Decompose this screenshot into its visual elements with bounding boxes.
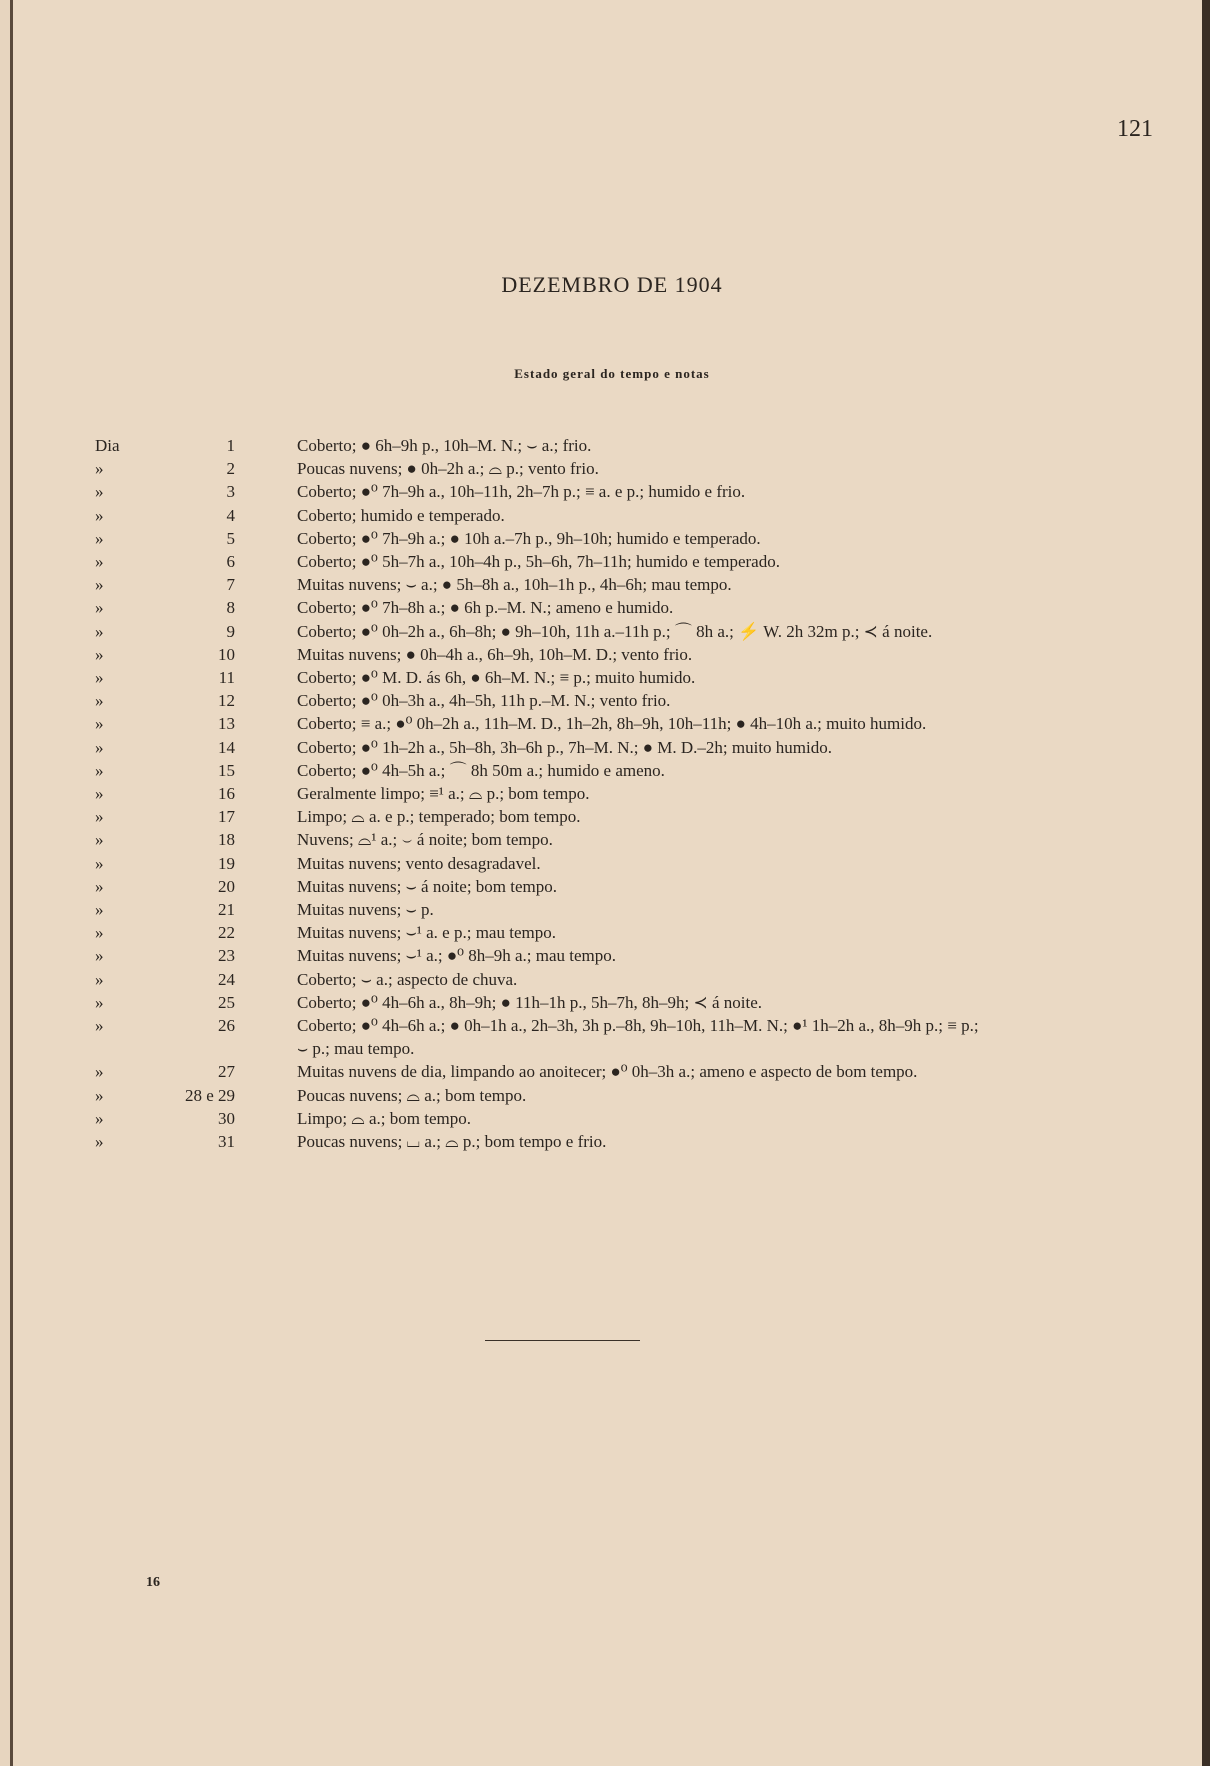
row-prefix: » bbox=[95, 644, 104, 664]
row-text: Coberto; ●⁰ 0h–2h a., 6h–8h; ● 9h–10h, 11h a.–11h p.; ⌒ 8h a.; ⚡ W. 2h 32m p.; ≺ á noite. bbox=[297, 621, 933, 641]
row-day: 10 bbox=[218, 644, 235, 664]
row-text: Coberto; ●⁰ 4h–5h a.; ⌒ 8h 50m a.; humido e ameno. bbox=[297, 760, 665, 780]
list-item bbox=[95, 527, 1055, 550]
page-subtitle: Estado geral do tempo e notas bbox=[514, 366, 710, 381]
row-text: Coberto; ●⁰ M. D. ás 6h, ● 6h–M. N.; ≡ p.; muito humido. bbox=[297, 668, 696, 688]
row-text: Coberto; ●⁰ 7h–9h a., 10h–11h, 2h–7h p.; ≡ a. e p.; humido e frio. bbox=[297, 482, 746, 502]
book-edge bbox=[1202, 0, 1210, 1766]
row-prefix: » bbox=[95, 784, 104, 804]
row-prefix: » bbox=[95, 668, 104, 688]
row-text: Coberto; ⌣ a.; aspecto de chuva. bbox=[297, 969, 518, 989]
list-item bbox=[95, 1107, 1055, 1130]
row-text: Muitas nuvens; ⌣¹ a.; ●⁰ 8h–9h a.; mau tempo. bbox=[297, 946, 617, 966]
row-day: 8 bbox=[226, 598, 235, 618]
row-day: 21 bbox=[218, 900, 235, 920]
row-text: Muitas nuvens; ⌣ a.; ● 5h–8h a., 10h–1h p., 4h–6h; mau tempo. bbox=[297, 575, 732, 595]
row-text: Coberto; ●⁰ 1h–2h a., 5h–8h, 3h–6h p., 7h–M. N.; ● M. D.–2h; muito humido. bbox=[297, 737, 832, 757]
row-text: Muitas nuvens; vento desagradavel. bbox=[297, 853, 541, 873]
list-item bbox=[95, 434, 1055, 457]
row-day: 3 bbox=[226, 482, 235, 502]
row-day: 30 bbox=[218, 1108, 235, 1128]
row-text: Poucas nuvens; ● 0h–2h a.; ⌓ p.; vento frio. bbox=[297, 459, 599, 479]
row-text: Coberto; ●⁰ 0h–3h a., 4h–5h, 11h p.–M. N.; vento frio. bbox=[297, 691, 671, 711]
list-item bbox=[95, 596, 1055, 619]
row-text: Coberto; ●⁰ 5h–7h a., 10h–4h p., 5h–6h, 7h–11h; humido e temperado. bbox=[297, 552, 780, 572]
row-prefix: » bbox=[95, 459, 104, 479]
row-day: 27 bbox=[218, 1062, 235, 1082]
row-prefix: » bbox=[95, 552, 104, 572]
row-prefix: » bbox=[95, 691, 104, 711]
row-text: Muitas nuvens; ● 0h–4h a., 6h–9h, 10h–M. D.; vento frio. bbox=[297, 644, 693, 664]
row-text: Coberto; ●⁰ 4h–6h a., 8h–9h; ● 11h–1h p., 5h–7h, 8h–9h; ≺ á noite. bbox=[297, 992, 762, 1012]
row-day: 12 bbox=[218, 691, 235, 711]
row-day: 26 bbox=[218, 1016, 235, 1036]
row-prefix: » bbox=[95, 737, 104, 757]
row-prefix: » bbox=[95, 760, 104, 780]
row-prefix: » bbox=[95, 923, 104, 943]
list-item bbox=[95, 457, 1055, 480]
row-prefix: » bbox=[95, 714, 104, 734]
list-item bbox=[95, 1084, 1055, 1107]
list-item bbox=[95, 1060, 1055, 1083]
row-prefix: » bbox=[95, 1062, 104, 1082]
row-prefix: » bbox=[95, 1016, 104, 1036]
list-item bbox=[95, 712, 1055, 735]
row-day: 22 bbox=[218, 923, 235, 943]
weather-notes-list bbox=[95, 434, 1055, 1153]
row-prefix: » bbox=[95, 1132, 104, 1152]
row-prefix: » bbox=[95, 505, 104, 525]
list-item bbox=[95, 898, 1055, 921]
row-day: 31 bbox=[218, 1132, 235, 1152]
list-item bbox=[95, 666, 1055, 689]
list-item bbox=[95, 1014, 1055, 1060]
list-item bbox=[95, 828, 1055, 851]
closing-rule bbox=[485, 1340, 640, 1341]
row-prefix: » bbox=[95, 830, 104, 850]
row-text: Coberto; ≡ a.; ●⁰ 0h–2h a., 11h–M. D., 1h–2h, 8h–9h, 10h–11h; ● 4h–10h a.; muito humido. bbox=[297, 714, 927, 734]
list-item bbox=[95, 643, 1055, 666]
list-item bbox=[95, 944, 1055, 967]
row-day: 4 bbox=[226, 505, 235, 525]
list-item bbox=[95, 875, 1055, 898]
row-day: 28 e 29 bbox=[184, 1085, 235, 1105]
list-item bbox=[95, 689, 1055, 712]
row-day: 13 bbox=[218, 714, 235, 734]
list-item bbox=[95, 480, 1055, 503]
row-text: Limpo; ⌓ a.; bom tempo. bbox=[297, 1108, 471, 1128]
row-day: 24 bbox=[218, 969, 235, 989]
row-text: Muitas nuvens de dia, limpando ao anoitecer; ●⁰ 0h–3h a.; ameno e aspecto de bom tempo. bbox=[297, 1062, 918, 1082]
list-item bbox=[95, 782, 1055, 805]
row-text: Coberto; ● 6h–9h p., 10h–M. N.; ⌣ a.; frio. bbox=[297, 436, 592, 455]
list-item bbox=[95, 991, 1055, 1014]
page-number: 121 bbox=[1117, 116, 1153, 142]
row-day: 14 bbox=[218, 737, 235, 757]
row-day: 17 bbox=[218, 807, 235, 827]
row-day: 5 bbox=[226, 528, 235, 548]
row-day: 6 bbox=[226, 552, 235, 572]
list-item bbox=[95, 573, 1055, 596]
row-day: 9 bbox=[226, 621, 235, 641]
row-day: 23 bbox=[218, 946, 235, 966]
row-prefix: » bbox=[95, 482, 104, 502]
row-prefix: » bbox=[95, 807, 104, 827]
row-day: 15 bbox=[218, 760, 235, 780]
row-prefix: » bbox=[95, 1108, 104, 1128]
row-day: 1 bbox=[226, 436, 235, 455]
row-prefix: » bbox=[95, 900, 104, 920]
signature-number: 16 bbox=[146, 1575, 160, 1590]
row-day: 25 bbox=[218, 992, 235, 1012]
row-prefix: Dia bbox=[95, 436, 120, 455]
row-prefix: » bbox=[95, 1085, 104, 1105]
list-item bbox=[95, 968, 1055, 991]
row-prefix: » bbox=[95, 946, 104, 966]
row-prefix: » bbox=[95, 853, 104, 873]
row-prefix: » bbox=[95, 992, 104, 1012]
row-text: Geralmente limpo; ≡¹ a.; ⌓ p.; bom tempo. bbox=[297, 784, 590, 804]
row-text: Limpo; ⌓ a. e p.; temperado; bom tempo. bbox=[297, 807, 581, 827]
row-day: 20 bbox=[218, 876, 235, 896]
list-item bbox=[95, 620, 1055, 643]
list-item bbox=[95, 805, 1055, 828]
row-text bbox=[297, 1014, 1055, 1060]
list-item bbox=[95, 921, 1055, 944]
row-prefix: » bbox=[95, 969, 104, 989]
row-text: Poucas nuvens; ⌓ a.; bom tempo. bbox=[297, 1085, 527, 1105]
row-day: 2 bbox=[226, 459, 235, 479]
row-prefix: » bbox=[95, 528, 104, 548]
list-item bbox=[95, 550, 1055, 573]
row-text: Nuvens; ⌓¹ a.; ⌣ á noite; bom tempo. bbox=[297, 830, 553, 850]
row-text: Muitas nuvens; ⌣¹ a. e p.; mau tempo. bbox=[297, 923, 556, 943]
list-item bbox=[95, 504, 1055, 527]
list-item bbox=[95, 852, 1055, 875]
row-day: 18 bbox=[218, 830, 235, 850]
row-text: Muitas nuvens; ⌣ á noite; bom tempo. bbox=[297, 876, 558, 896]
row-text: Coberto; ●⁰ 7h–9h a.; ● 10h a.–7h p., 9h–10h; humido e temperado. bbox=[297, 528, 761, 548]
document-page bbox=[10, 0, 1208, 1766]
row-prefix: » bbox=[95, 598, 104, 618]
row-text-line2: ⌣ p.; mau tempo. bbox=[297, 1039, 415, 1059]
row-day: 19 bbox=[218, 853, 235, 873]
row-prefix: » bbox=[95, 621, 104, 641]
row-day: 7 bbox=[226, 575, 235, 595]
list-item bbox=[95, 1130, 1055, 1153]
row-text: Coberto; humido e temperado. bbox=[297, 505, 505, 525]
row-day: 11 bbox=[218, 668, 235, 688]
row-prefix: » bbox=[95, 876, 104, 896]
row-day: 16 bbox=[218, 784, 235, 804]
row-prefix: » bbox=[95, 575, 104, 595]
list-item bbox=[95, 736, 1055, 759]
row-text: Muitas nuvens; ⌣ p. bbox=[297, 900, 434, 920]
row-text: Poucas nuvens; ⌴ a.; ⌓ p.; bom tempo e frio. bbox=[297, 1132, 607, 1152]
row-text: Coberto; ●⁰ 7h–8h a.; ● 6h p.–M. N.; ameno e humido. bbox=[297, 598, 674, 618]
list-item bbox=[95, 759, 1055, 782]
page-title: DEZEMBRO DE 1904 bbox=[501, 272, 723, 297]
row-text-line1: Coberto; ●⁰ 4h–6h a.; ● 0h–1h a., 2h–3h, 3h p.–8h, 9h–10h, 11h–M. N.; ●¹ 1h–2h a., 8h–9h p.; ≡ p.; bbox=[297, 1016, 979, 1036]
